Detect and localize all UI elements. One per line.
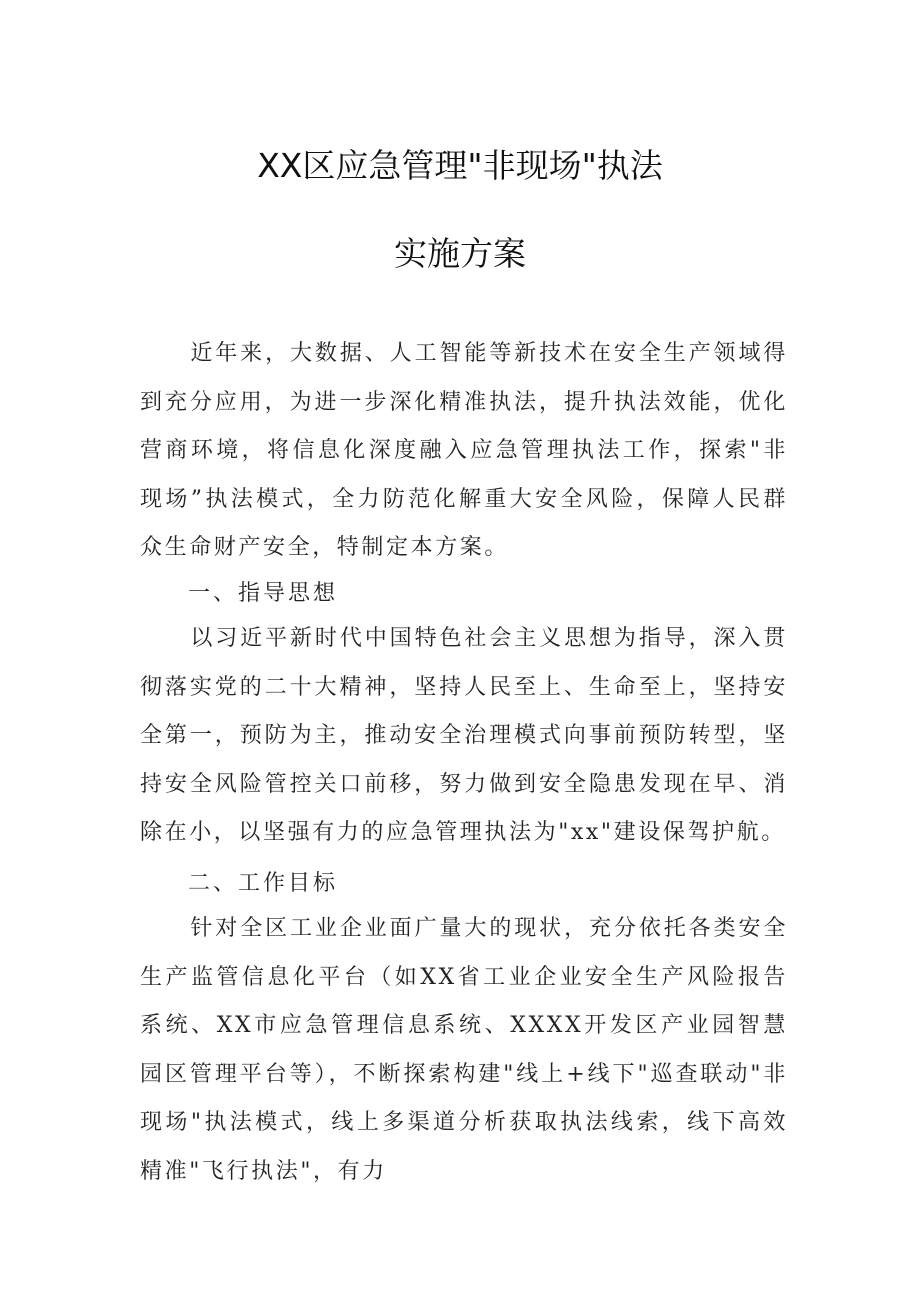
intro-text: 近年来，大数据、人工智能等新技术在安全生产领域得到充分应用，为进一步深化精准执法，提升执法效能，优化营商环境，将信息化深度融入应急管理执法工作，探索"非现场”执法模式，全力防范化解重大安全风险，保障人民群众生命财产安全，特制定本方案。 (140, 341, 788, 560)
section1-paragraph (140, 615, 788, 858)
section1-heading: 一、指导思想 (188, 581, 339, 606)
document-title-line2: 实施方案 (394, 234, 526, 273)
section2-heading: 二、工作目标 (188, 871, 339, 896)
document-title-line1: XX区应急管理"非现场"执法 (257, 146, 663, 185)
section1-text: 以习近平新时代中国特色社会主义思想为指导，深入贯彻落实党的二十大精神，坚持人民至上、生命至上，坚持安全第一，预防为主，推动安全治理模式向事前预防转型，坚持安全风险管控关口前移，努力做到安全隐患发现在早、消除在小，以坚强有力的应急管理执法为"xx"建设保驾护航。 (140, 626, 788, 845)
section2-paragraph (140, 905, 788, 1196)
section2-text: 针对全区工业企业面广量大的现状，充分依托各类安全生产监管信息化平台（如XX省工业企业安全生产风险报告系统、XX市应急管理信息系统、XXXX开发区产业园智慧园区管理平台等），不断探索构建"线上+线下"巡查联动"非现场"执法模式，线上多渠道分析获取执法线索，线下高效精准"飞行执法"，有力 (140, 916, 788, 1184)
intro-paragraph (140, 330, 788, 573)
